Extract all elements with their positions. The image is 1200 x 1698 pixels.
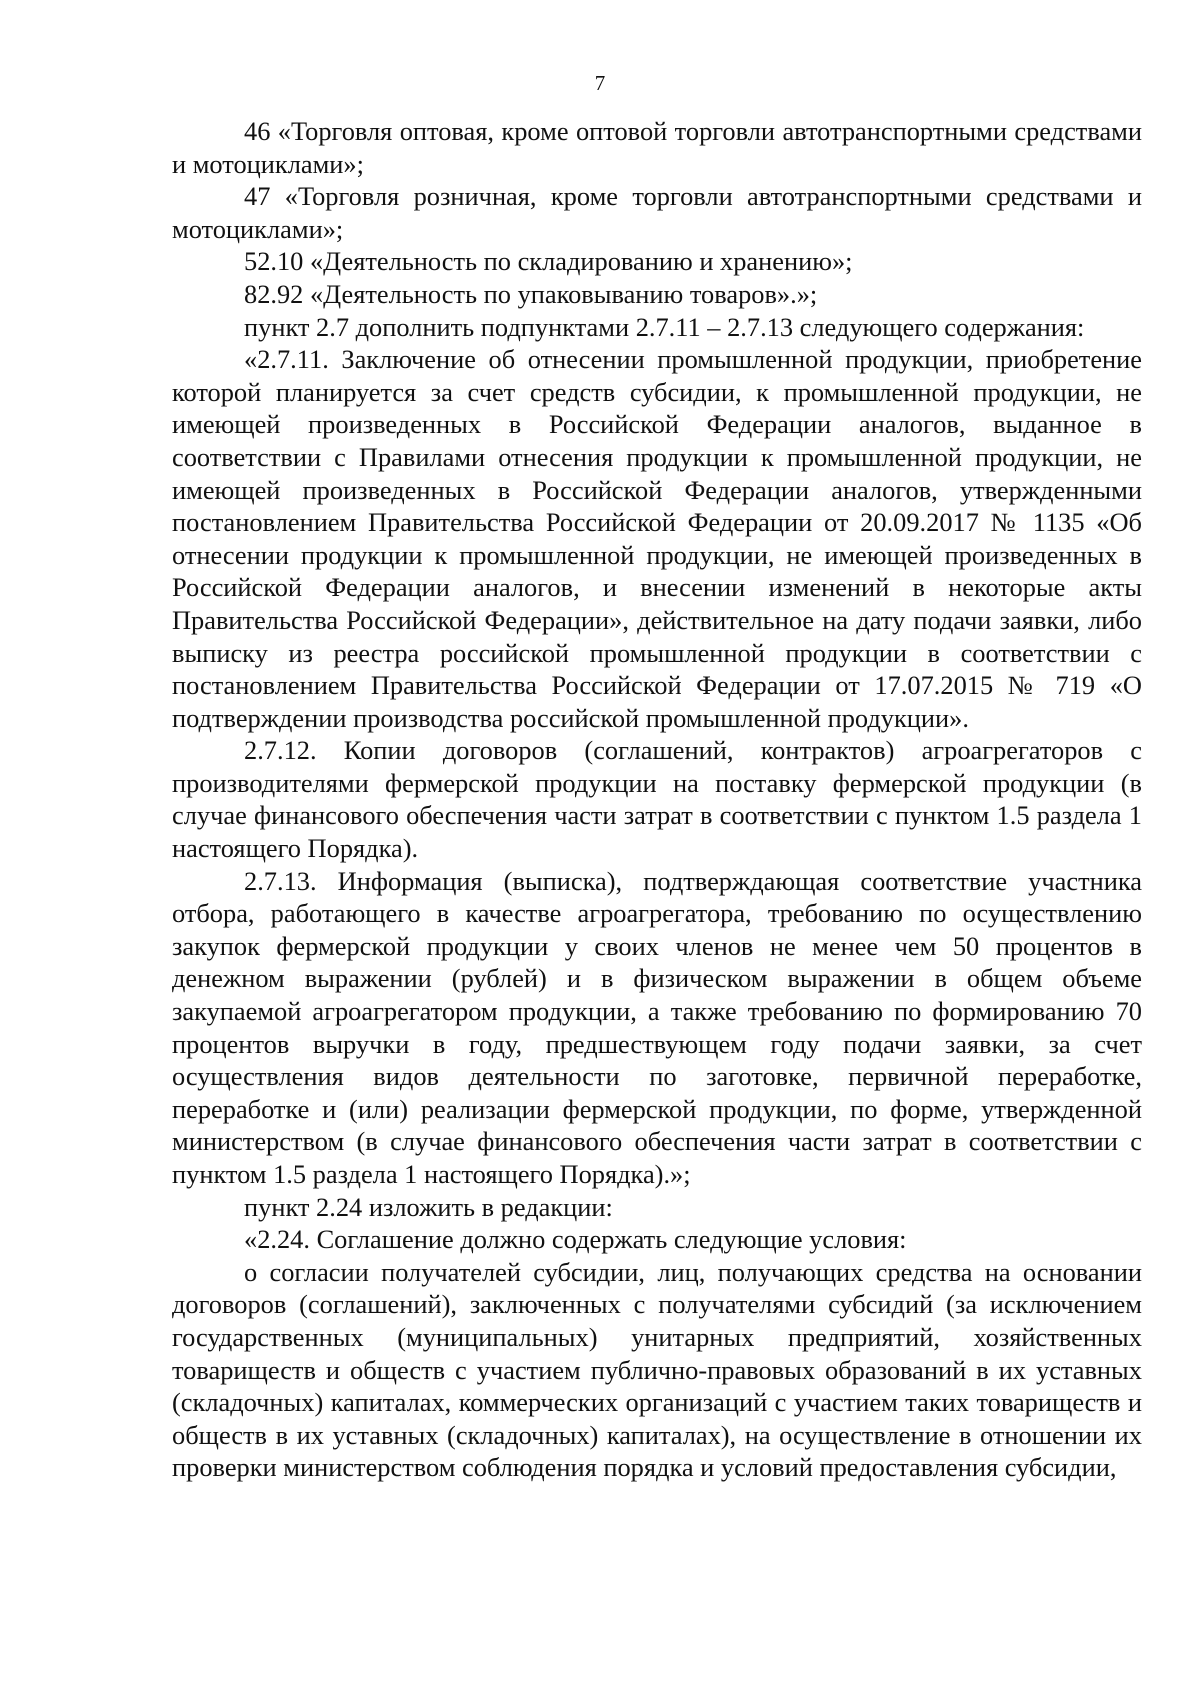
paragraph-okved-82-92: 82.92 «Деятельность по упаковыванию товаров».»; (244, 278, 818, 309)
paragraph-okved-46: 46 «Торговля оптовая, кроме оптовой торговли автотранспортными средствами и мотоциклами»; (172, 116, 1142, 179)
page-number: 7 (594, 71, 606, 95)
paragraph-2-7-11: «2.7.11. Заключение об отнесении промышленной продукции, приобретение которой планируется за счет средств субсидии, к промышленной продукции, не имеющей произведенных в Российской Федерации аналогов, выданное в соответствии с Правилами отнесения продукции к промышленной продукции, не имеющей произведенных в Российской Федерации аналогов, утвержденными постановлением Правительства Российской Федерации от 20.09.2017 № 1135 «Об отнесении продукции к промышленной продукции, не имеющей произведенных в Российской Федерации аналогов, и внесении изменений в некоторые акты Правительства Российской Федерации», действительное на дату подачи заявки, либо выписку из реестра российской промышленной продукции в соответствии с постановлением Правительства Российской Федерации от 17.07.2015 № 719 «О подтверждении производства российской промышленной продукции». (172, 344, 1142, 733)
paragraph-okved-52-10: 52.10 «Деятельность по складированию и хранению»; (244, 246, 853, 277)
document-body (172, 115, 1142, 1484)
paragraph-2-7-13: 2.7.13. Информация (выписка), подтверждающая соответствие участника отбора, работающего в качестве агроагрегатора, требованию по осуществлению закупок фермерской продукции у своих членов не менее чем 50 процентов в денежном выражении (рублей) и в физическом выражении в общем объеме закупаемой агроагрегатором продукции, а также требованию по формированию 70 процентов выручки в году, предшествующем году подачи заявки, за счет осуществления видов деятельности по заготовке, первичной переработке, переработке и (или) реализации фермерской продукции, по форме, утвержденной министерством (в случае финансового обеспечения части затрат в соответствии с пунктом 1.5 раздела 1 настоящего Порядка).»; (172, 865, 1142, 1189)
paragraph-amend-2-7: пункт 2.7 дополнить подпунктами 2.7.11 – 2.7.13 следующего содержания: (244, 311, 1085, 342)
paragraph-consent-condition: о согласии получателей субсидии, лиц, получающих средства на основании договоров (соглашений), заключенных с получателями субсидий (за исключением государственных (муниципальных) унитарных предприятий, хозяйственных товариществ и обществ с участием публично-правовых образований в их уставных (складочных) капиталах, коммерческих организаций с участием таких товариществ и обществ в их уставных (складочных) капиталах), на осуществление в отношении их проверки министерством соблюдения порядка и условий предоставления субсидии, (172, 1256, 1142, 1483)
paragraph-okved-47: 47 «Торговля розничная, кроме торговли автотранспортными средствами и мотоциклами»; (172, 181, 1142, 244)
paragraph-2-24: «2.24. Соглашение должно содержать следующие условия: (244, 1224, 907, 1255)
paragraph-2-7-12: 2.7.12. Копии договоров (соглашений, контрактов) агроагрегаторов с производителями фермерской продукции на поставку фермерской продукции (в случае финансового обеспечения части затрат в соответствии с пунктом 1.5 раздела 1 настоящего Порядка). (172, 735, 1142, 864)
paragraph-amend-2-24: пункт 2.24 изложить в редакции: (244, 1191, 613, 1222)
